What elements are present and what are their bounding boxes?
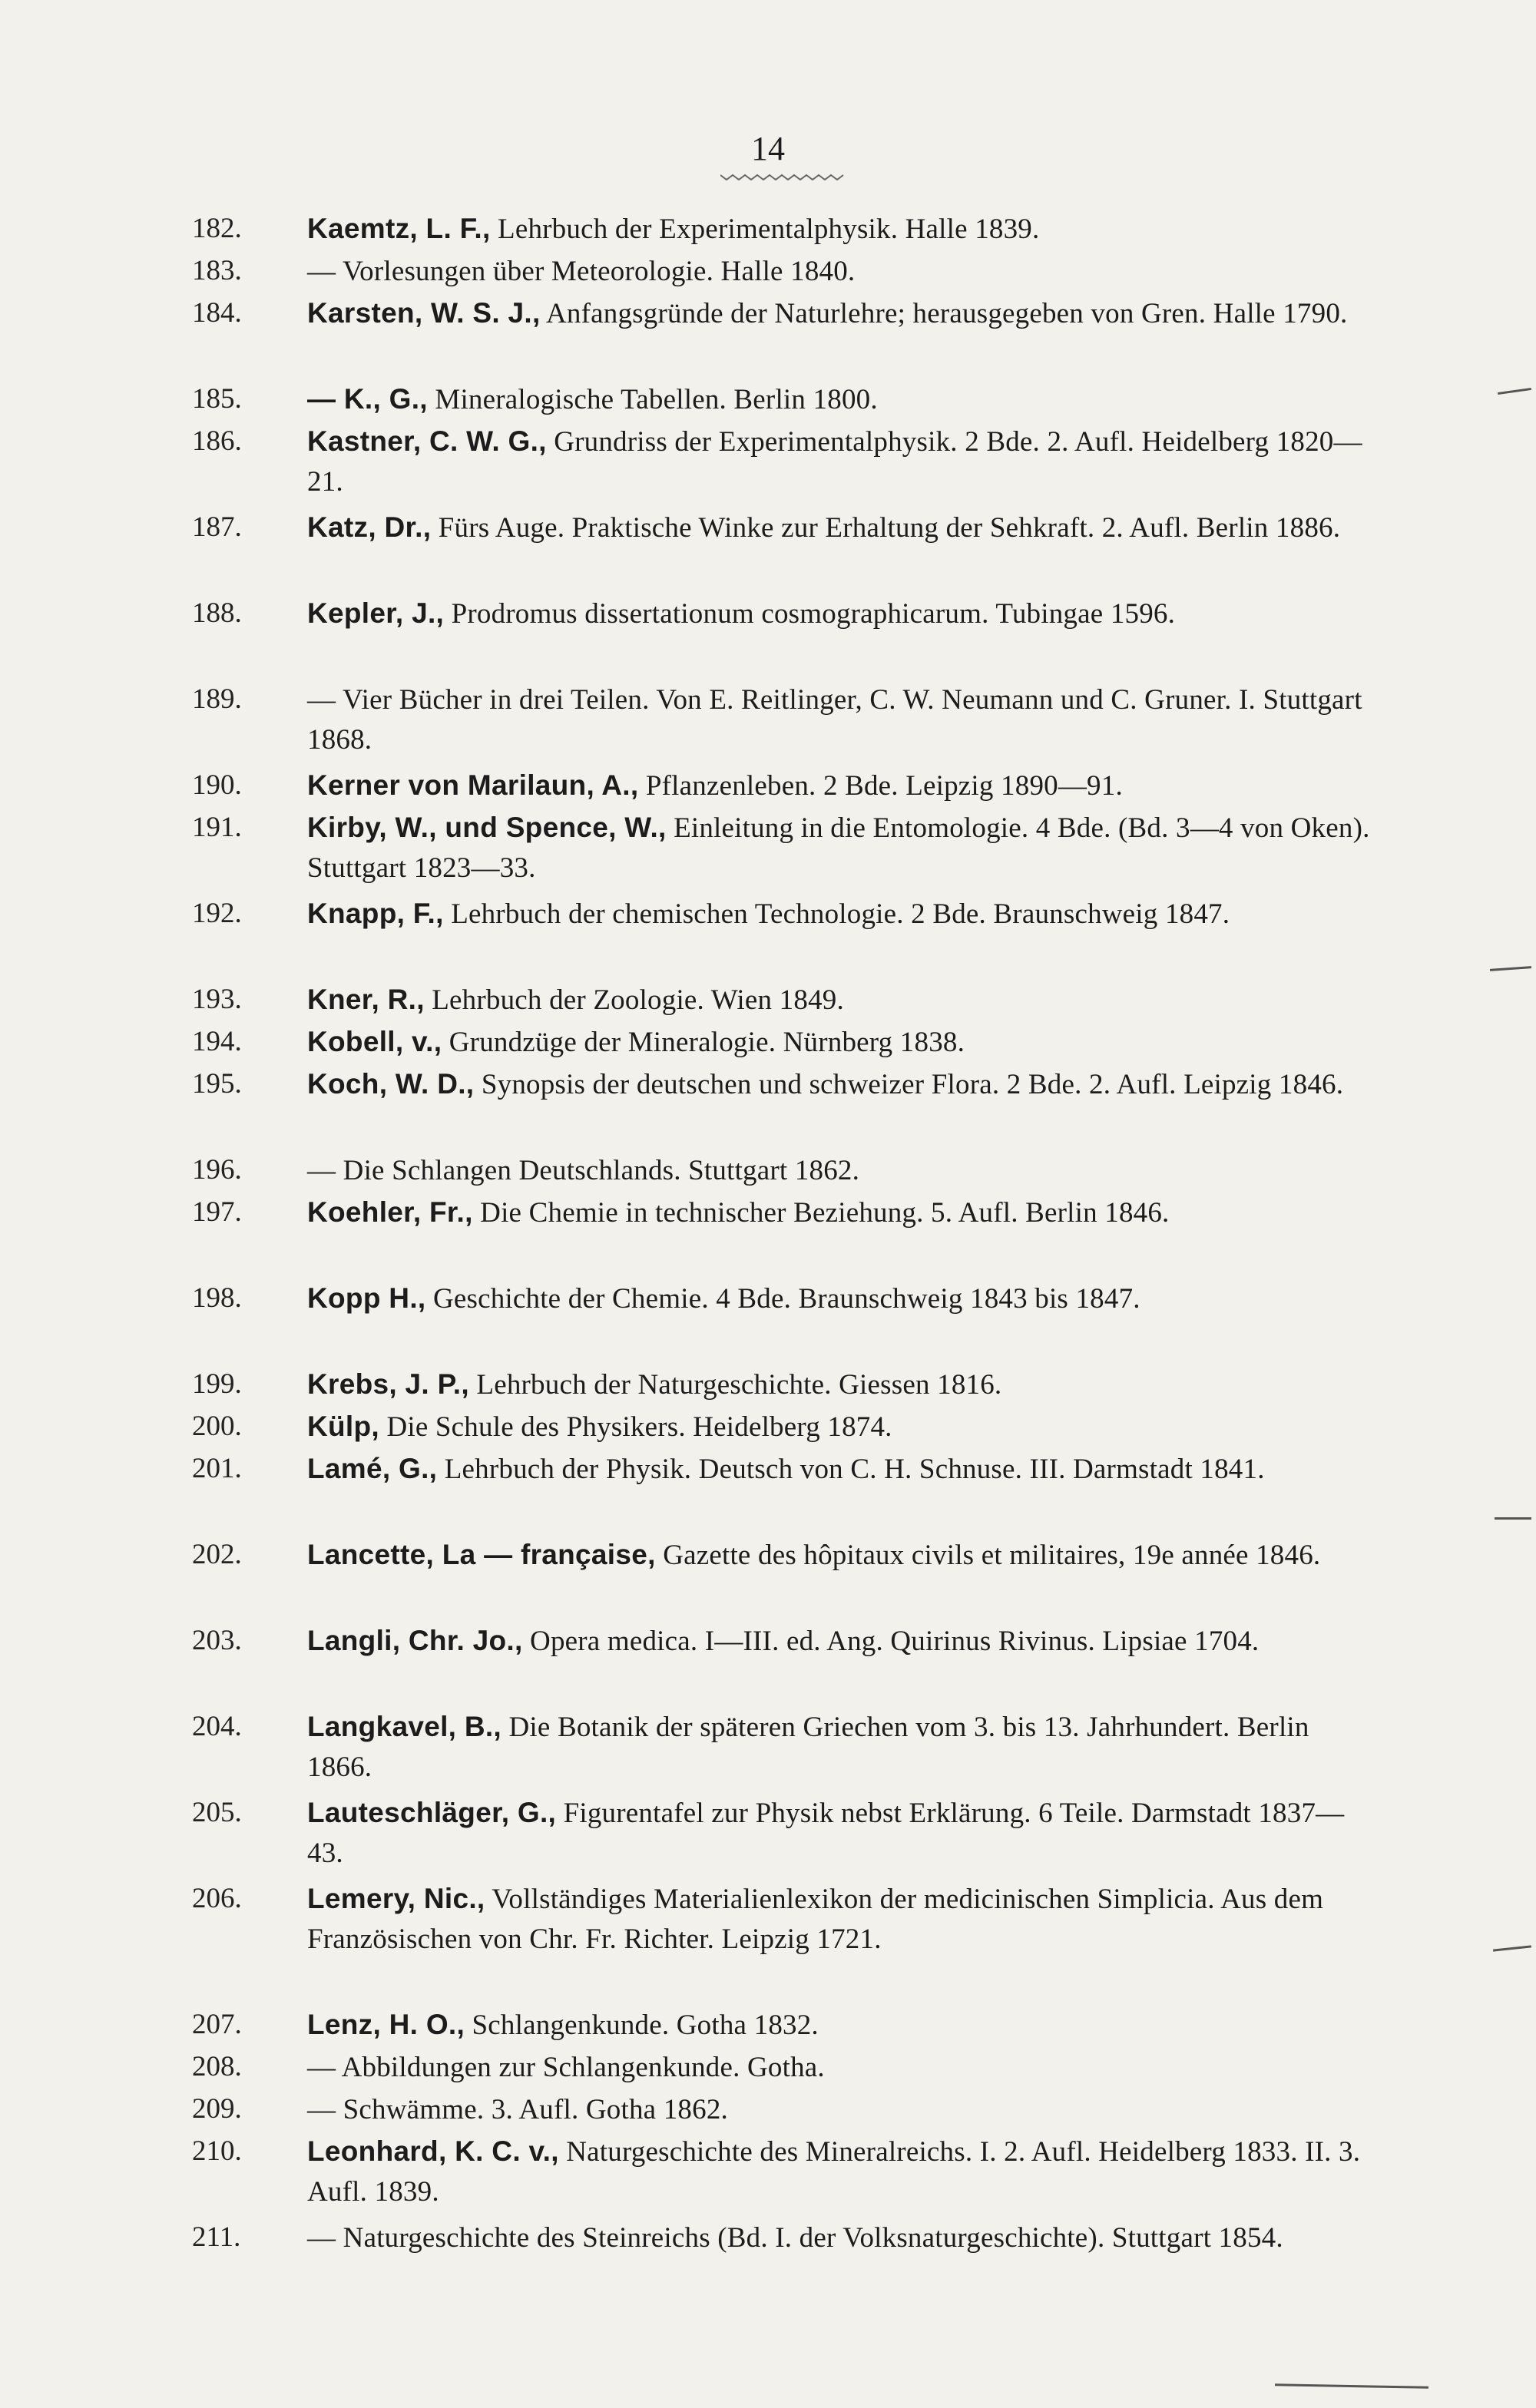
entry-192 — [192, 894, 1375, 974]
entry-number: 184. — [192, 297, 242, 329]
entry-author: Katz, Dr., — [307, 511, 432, 543]
entry-author: — K., G., — [307, 383, 428, 415]
entry-202 — [192, 1535, 1375, 1615]
entry-title: Synopsis der deutschen und schweizer Flora. 2 Bde. 2. Aufl. Leipzig 1846. — [481, 1069, 1344, 1100]
entry-title: Einleitung in die Entomologie. 4 Bde. (Bd. 3—4 von Oken). Stuttgart 1823—33. — [307, 812, 1370, 884]
entry-author: Lancette, La — française, — [307, 1539, 656, 1570]
entry-author: Langli, Chr. Jo., — [307, 1625, 523, 1656]
entry-author: Lauteschläger, G., — [307, 1797, 557, 1828]
entry-184 — [192, 293, 1375, 373]
entry-number: 201. — [192, 1453, 242, 1484]
entry-author: Krebs, J. P., — [307, 1368, 469, 1400]
entry-number: 198. — [192, 1282, 242, 1314]
entry-title: Prodromus dissertationum cosmographicarum. Tubingae 1596. — [451, 598, 1176, 630]
entry-title: Die Chemie in technischer Beziehung. 5. Aufl. Berlin 1846. — [480, 1197, 1170, 1229]
entry-188 — [192, 594, 1375, 673]
entry-title: — Abbildungen zur Schlangenkunde. Gotha. — [307, 2052, 825, 2083]
entry-182 — [192, 209, 1375, 249]
entry-number: 203. — [192, 1625, 242, 1656]
entry-number: 204. — [192, 1711, 242, 1742]
entry-number: 200. — [192, 1411, 242, 1442]
entry-title: Vollständiges Materialienlexikon der medicinischen Simplicia. Aus dem Französischen von Chr. Fr. Richter. Leipzig 1721. — [307, 1884, 1324, 1955]
entry-title: — Vorlesungen über Meteorologie. Halle 1840. — [307, 256, 856, 287]
entry-number: 190. — [192, 769, 242, 801]
entry-196 — [192, 1150, 1375, 1190]
entry-number: 206. — [192, 1883, 242, 1914]
entry-author: Kastner, C. W. G., — [307, 425, 547, 457]
bibliography-list — [192, 209, 1375, 2304]
entry-author: Kerner von Marilaun, A., — [307, 769, 639, 801]
margin-mark — [1275, 2383, 1428, 2388]
entry-197 — [192, 1192, 1375, 1272]
entry-author: Koch, W. D., — [307, 1068, 475, 1100]
entry-number: 194. — [192, 1026, 242, 1057]
entry-author: Kaemtz, L. F., — [307, 213, 491, 244]
entry-title: Anfangsgründe der Naturlehre; herausgegeben von Gren. Halle 1790. — [545, 298, 1348, 329]
entry-author: Lamé, G., — [307, 1453, 438, 1484]
entry-title: Opera medica. I—III. ed. Ang. Quirinus Rivinus. Lipsiae 1704. — [530, 1626, 1260, 1657]
entry-title: — Die Schlangen Deutschlands. Stuttgart 1862. — [307, 1155, 860, 1186]
entry-title: Mineralogische Tabellen. Berlin 1800. — [435, 384, 878, 415]
entry-191 — [192, 808, 1375, 888]
entry-author: Kirby, W., und Spence, W., — [307, 812, 667, 843]
margin-mark — [1493, 1945, 1531, 1951]
entry-author: Kepler, J., — [307, 597, 445, 629]
entry-author: Karsten, W. S. J., — [307, 297, 541, 329]
entry-number: 205. — [192, 1797, 242, 1828]
entry-203 — [192, 1621, 1375, 1701]
entry-number: 185. — [192, 383, 242, 415]
entry-title: Fürs Auge. Praktische Winke zur Erhaltung der Sehkraft. 2. Aufl. Berlin 1886. — [438, 512, 1341, 544]
entry-number: 192. — [192, 898, 242, 929]
entry-190 — [192, 766, 1375, 805]
entry-209 — [192, 2089, 1375, 2129]
entry-number: 191. — [192, 812, 242, 843]
entry-title: Gazette des hôpitaux civils et militaires, 19e année 1846. — [663, 1540, 1321, 1571]
entry-author: Kobell, v., — [307, 1026, 442, 1057]
entry-208 — [192, 2047, 1375, 2087]
entry-number: 209. — [192, 2093, 242, 2125]
entry-title: Schlangenkunde. Gotha 1832. — [472, 2009, 819, 2041]
entry-number: 199. — [192, 1368, 242, 1400]
entry-number: 207. — [192, 2009, 242, 2040]
entry-author: Kopp H., — [307, 1282, 426, 1314]
entry-number: 182. — [192, 213, 242, 244]
margin-mark — [1490, 966, 1531, 971]
entry-title: Die Botanik der späteren Griechen vom 3. bis 13. Jahrhundert. Berlin 1866. — [307, 1712, 1309, 1783]
entry-183 — [192, 251, 1375, 291]
entry-204 — [192, 1707, 1375, 1787]
entry-title: Lehrbuch der Physik. Deutsch von C. H. Schnuse. III. Darmstadt 1841. — [444, 1454, 1265, 1485]
entry-number: 183. — [192, 255, 242, 286]
margin-mark — [1498, 388, 1531, 395]
entry-title: Die Schule des Physikers. Heidelberg 1874. — [386, 1411, 892, 1443]
page-number: 14 — [751, 130, 785, 167]
page-number-ornament — [720, 174, 846, 181]
entry-205 — [192, 1793, 1375, 1873]
entry-200 — [192, 1407, 1375, 1447]
entry-author: Kner, R., — [307, 984, 425, 1015]
entry-title: Figurentafel zur Physik nebst Erklärung. 6 Teile. Darmstadt 1837—43. — [307, 1798, 1345, 1869]
entry-title: Lehrbuch der Experimentalphysik. Halle 1839. — [498, 213, 1040, 245]
margin-mark — [1495, 1517, 1531, 1520]
entry-title: Lehrbuch der chemischen Technologie. 2 Bde. Braunschweig 1847. — [451, 898, 1230, 930]
entry-number: 189. — [192, 683, 242, 715]
entry-title: Lehrbuch der Zoologie. Wien 1849. — [432, 984, 844, 1016]
entry-206 — [192, 1879, 1375, 1999]
entry-number: 186. — [192, 425, 242, 457]
entry-number: 193. — [192, 984, 242, 1015]
entry-195 — [192, 1064, 1375, 1144]
entry-number: 195. — [192, 1068, 242, 1100]
entry-title: — Schwämme. 3. Aufl. Gotha 1862. — [307, 2094, 728, 2125]
entry-187 — [192, 508, 1375, 587]
entry-title: Pflanzenleben. 2 Bde. Leipzig 1890—91. — [645, 770, 1123, 802]
entry-title: — Naturgeschichte des Steinreichs (Bd. I. der Volksnaturgeschichte). Stuttgart 1854. — [307, 2222, 1283, 2254]
entry-title: — Vier Bücher in drei Teilen. Von E. Reitlinger, C. W. Neumann und C. Gruner. I. Stuttgart 1868. — [307, 684, 1362, 756]
entry-185 — [192, 379, 1375, 419]
entry-author: Lenz, H. O., — [307, 2009, 465, 2040]
entry-title: Geschichte der Chemie. 4 Bde. Braunschweig 1843 bis 1847. — [432, 1283, 1140, 1315]
entry-number: 211. — [192, 2221, 241, 2253]
entry-title: Lehrbuch der Naturgeschichte. Giessen 1816. — [476, 1369, 1002, 1401]
entry-211 — [192, 2218, 1375, 2297]
entry-number: 210. — [192, 2135, 242, 2167]
entry-author: Lemery, Nic., — [307, 1883, 485, 1914]
entry-207 — [192, 2005, 1375, 2045]
entry-author: Leonhard, K. C. v., — [307, 2135, 559, 2167]
entry-198 — [192, 1278, 1375, 1358]
entry-title: Grundzüge der Mineralogie. Nürnberg 1838. — [449, 1027, 965, 1058]
entry-number: 196. — [192, 1154, 242, 1186]
entry-number: 202. — [192, 1539, 242, 1570]
entry-210 — [192, 2132, 1375, 2211]
entry-number: 187. — [192, 511, 242, 543]
entry-189 — [192, 680, 1375, 759]
entry-title: Naturgeschichte des Mineralreichs. I. 2. Aufl. Heidelberg 1833. II. 3. Aufl. 1839. — [307, 2136, 1361, 2208]
entry-author: Külp, — [307, 1411, 379, 1442]
entry-number: 188. — [192, 597, 242, 629]
entry-number: 197. — [192, 1196, 242, 1228]
entry-186 — [192, 422, 1375, 501]
entry-title: Grundriss der Experimentalphysik. 2 Bde. 2. Aufl. Heidelberg 1820—21. — [307, 426, 1362, 498]
entry-201 — [192, 1449, 1375, 1529]
entry-194 — [192, 1022, 1375, 1062]
entry-199 — [192, 1364, 1375, 1404]
entry-number: 208. — [192, 2051, 242, 2082]
entry-author: Langkavel, B., — [307, 1711, 502, 1742]
entry-193 — [192, 980, 1375, 1020]
entry-author: Koehler, Fr., — [307, 1196, 473, 1228]
entry-author: Knapp, F., — [307, 898, 444, 929]
